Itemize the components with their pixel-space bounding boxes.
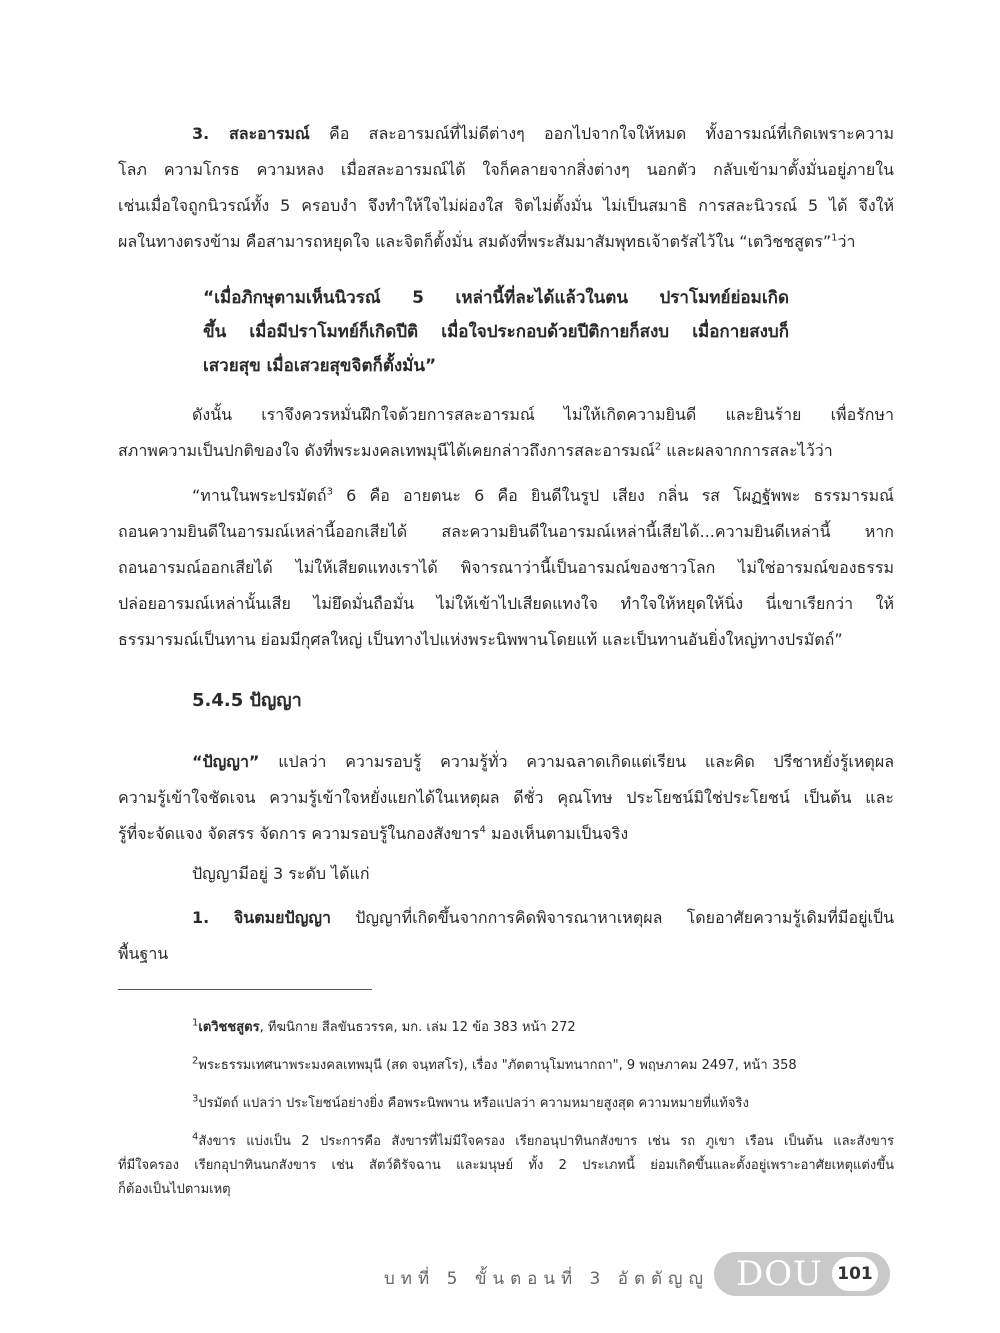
text-line: สภาพความเป็นปกติของใจ ดังที่พระมงคลเทพมุนีได้เคยกล่าวถึงการสละอารมณ์$^2$ และผลจากการสละไว้ว่า — [118, 441, 833, 460]
text-line: ธรรมารมณ์เป็นทาน ย่อมมีกุศลใหญ่ เป็นทางไปแห่งพระนิพพานโดยแท้ และเป็นทานอันยิ่งใหญ่ทางปรมัตถ์” — [118, 630, 843, 649]
text-line: ดังนั้น เราจึงควรหมั่นฝึกใจด้วยการสละอารมณ์ ไม่ให้เกิดความยินดี และยินร้าย เพื่อรักษา — [192, 405, 894, 424]
text-line: ถอนอารมณ์ออกเสียได้ ไม่ให้เสียดแทงเราได้ พิจารณาว่านี้เป็นอารมณ์ของชาวโลก ไม่ใช่อารมณ์ของธรรม — [118, 558, 894, 577]
footnote-ref: 1 — [831, 232, 838, 244]
paragraph-levels — [118, 856, 894, 892]
footnote-number: 3 — [192, 1093, 199, 1105]
paragraph-quote-dana — [118, 478, 894, 658]
text-line: 1. จินตมยปัญญา ปัญญาที่เกิดขึ้นจากการคิดพิจารณาหาเหตุผล โดยอาศัยความรู้เดิมที่มีอยู่เป็น — [192, 908, 895, 927]
brand-logo: DOU — [736, 1254, 823, 1294]
paragraph-therefore — [118, 397, 894, 469]
quote-line: เสวยสุข เมื่อเสวยสุขจิตก็ตั้งมั่น” — [203, 356, 437, 376]
text-line: ปัญญามีอยู่ 3 ระดับ ได้แก่ — [192, 864, 370, 883]
footnote-1: $^1$เตวิชชสูตร, ทีฆนิกาย สีลขันธวรรค, มก. เล่ม 12 ข้อ 383 หน้า 272 — [192, 1017, 576, 1035]
quote-line: “เมื่อภิกษุตามเห็นนิวรณ์ 5 เหล่านี้ที่ละได้แล้วในตน ปราโมทย์ย่อมเกิด — [203, 288, 789, 308]
chapter-running-footer: บทที่ 5 ขั้นตอนที่ 3 อัตตัญญู — [384, 1269, 710, 1289]
footnote-number: 4 — [192, 1131, 199, 1143]
text-line: ถอนความยินดีในอารมณ์เหล่านี้ออกเสียได้ สละความยินดีในอารมณ์เหล่านี้เสียได้...ความยินดีเหล่านี้ หาก — [118, 522, 894, 541]
text-line: รู้ที่จะจัดแจง จัดสรร จัดการ ความรอบรู้ในกองสังขาร$^4$ มองเห็นตามเป็นจริง — [118, 824, 629, 843]
footnote-2: $^2$พระธรรมเทศนาพระมงคลเทพมุนี (สด จนฺทสโร), เรื่อง "ภัตตานุโมทนากถา", 9 พฤษภาคม 2497, หน้า 358 — [192, 1055, 797, 1073]
footnote-number: 2 — [192, 1055, 199, 1067]
block-quote — [203, 281, 789, 383]
footnote-3: $^3$ปรมัตถ์ แปลว่า ประโยชน์อย่างยิ่ง คือพระนิพพาน หรือแปลว่า ความหมายสูงสุด ความหมายที่แท้จริง — [192, 1093, 749, 1111]
text-line: พื้นฐาน — [118, 944, 169, 963]
paragraph-release-emotions — [118, 116, 894, 260]
page-number: 101 — [832, 1257, 878, 1291]
quote-line: ขึ้น เมื่อมีปราโมทย์ก็เกิดปีติ เมื่อใจประกอบด้วยปีติกายก็สงบ เมื่อกายสงบก็ — [203, 322, 789, 342]
footnote-ref: 3 — [326, 486, 333, 498]
text-line: ผลในทางตรงข้าม คือสามารถหยุดใจ และจิตก็ตั้งมั่น สมดังที่พระสัมมาสัมพุทธเจ้าตรัสไว้ใน “เตวิชชสูตร”$^1$ว่า — [118, 232, 856, 251]
footnote-ref: 4 — [479, 824, 486, 836]
term: “ปัญญา” — [192, 752, 260, 771]
text-line: เช่นเมื่อใจถูกนิวรณ์ทั้ง 5 ครอบงำ จึงทำให้ใจไม่ผ่องใส จิตไม่ตั้งมั่น ไม่เป็นสมาธิ การสละนิวรณ์ 5 ได้ จึงให้ — [118, 196, 894, 215]
paragraph-cintamaya — [118, 900, 894, 972]
item-title: 3. สละอารมณ์ — [192, 124, 310, 143]
text-line: 3. สละอารมณ์ คือ สละอารมณ์ที่ไม่ดีต่างๆ ออกไปจากใจให้หมด ทั้งอารมณ์ที่เกิดเพราะความ — [192, 124, 894, 143]
page-badge — [714, 1252, 890, 1296]
text-line: โลภ ความโกรธ ความหลง เมื่อสละอารมณ์ได้ ใจก็คลายจากสิ่งต่างๆ นอกตัว กลับเข้ามาตั้งมั่นอยู่ภายใน — [118, 160, 894, 179]
footnote-divider — [118, 989, 372, 990]
item-title: 1. จินตมยปัญญา — [192, 908, 331, 927]
footnote-4: $^4$สังขาร แบ่งเป็น 2 ประการคือ สังขารที่ไม่มีใจครอง เรียกอนุปาทินกสังขาร เช่น รถ ภูเขา เรือน เป็นต้น และสังขาร ที่มีใจครอง เรียกอุปาทินนกสังขาร เช่น สัตว์ดิรัจฉาน และมนุษย์ ทั้ง 2 ประเภทนี้ ย่อมเกิดขึ้นและตั้งอยู่เพราะอาศัยเหตุแต่งขึ้น ก็ต้องเป็นไปตามเหตุ — [118, 1131, 894, 1197]
section-heading: 5.4.5 ปัญญา — [192, 690, 302, 711]
footnote-number: 1 — [192, 1017, 199, 1029]
footnote-title: เตวิชชสูตร — [198, 1020, 260, 1035]
text-line: “ปัญญา” แปลว่า ความรอบรู้ ความรู้ทั่ว ความฉลาดเกิดแต่เรียน และคิด ปรีชาหยั่งรู้เหตุผล — [192, 752, 894, 771]
paragraph-wisdom-definition — [118, 744, 894, 852]
text-line: “ทานในพระปรมัตถ์$^3$ 6 คือ อายตนะ 6 คือ ยินดีในรูป เสียง กลิ่น รส โผฏฐัพพะ ธรรมารมณ์ — [192, 486, 894, 505]
text-line: ปล่อยอารมณ์เหล่านั้นเสีย ไม่ยึดมั่นถือมั่น ไม่ให้เข้าไปเสียดแทงใจ ทำใจให้หยุดให้นิ่ง นี่เขาเรียกว่า ให้ — [118, 594, 894, 613]
text-line: ความรู้เข้าใจชัดเจน ความรู้เข้าใจหยั่งแยกได้ในเหตุผล ดีชั่ว คุณโทษ ประโยชน์มิใช่ประโยชน์ เป็นต้น และ — [118, 788, 894, 807]
footnote-ref: 2 — [654, 441, 662, 453]
